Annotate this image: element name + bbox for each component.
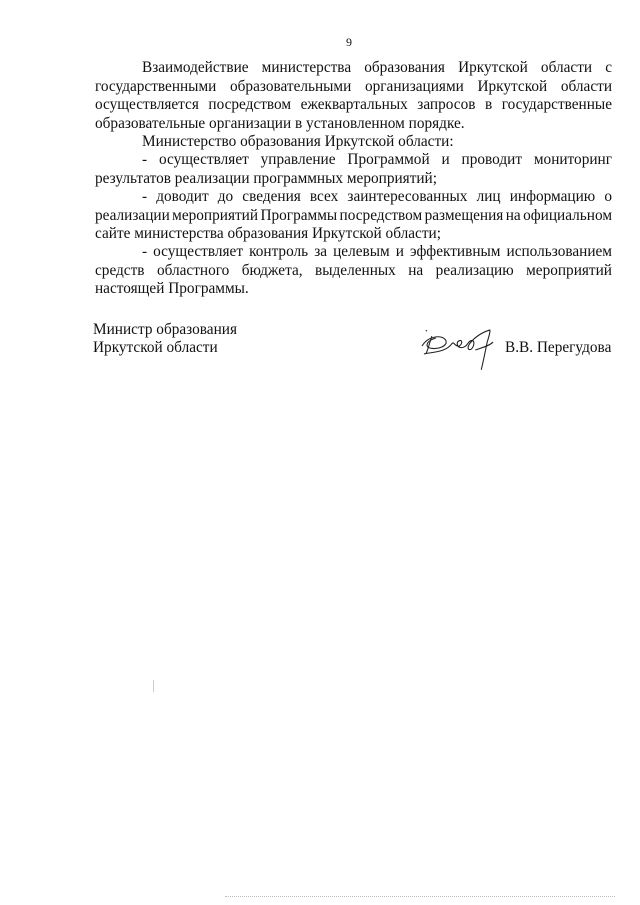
text-line: осуществляется посредством ежеквартальных запросов в государственные (95, 96, 612, 113)
text-line: Взаимодействие министерства образования Иркутской области с (142, 59, 612, 76)
signatory-position: Министр образования (93, 321, 237, 338)
text-line: средств областного бюджета, выделенных на реализацию мероприятий (95, 262, 612, 279)
handwritten-signature (418, 322, 502, 372)
scan-edge-line (225, 896, 615, 898)
signatory-region: Иркутской области (93, 339, 218, 356)
text-line: - доводит до сведения всех заинтересованных лиц информацию о (142, 188, 612, 205)
page-number: 9 (346, 35, 352, 49)
text-line: настоящей Программы. (95, 280, 249, 297)
text-line: образовательные организации в установленном порядке. (95, 115, 465, 132)
text-line: государственными образовательными организациями Иркутской области (95, 78, 612, 95)
text-line: - осуществляет контроль за целевым и эффективным использованием (142, 243, 612, 260)
text-line: реализации мероприятий Программы посредством размещения на официальном (95, 207, 612, 224)
text-line: результатов реализации программных мероприятий; (95, 170, 437, 187)
text-line: сайте министерства образования Иркутской области; (95, 225, 441, 242)
signatory-name: В.В. Перегудова (505, 339, 612, 356)
scan-artifact (153, 680, 154, 692)
text-line: - осуществляет управление Программой и проводит мониторинг (142, 151, 612, 168)
text-line: Министерство образования Иркутской области: (142, 133, 454, 150)
